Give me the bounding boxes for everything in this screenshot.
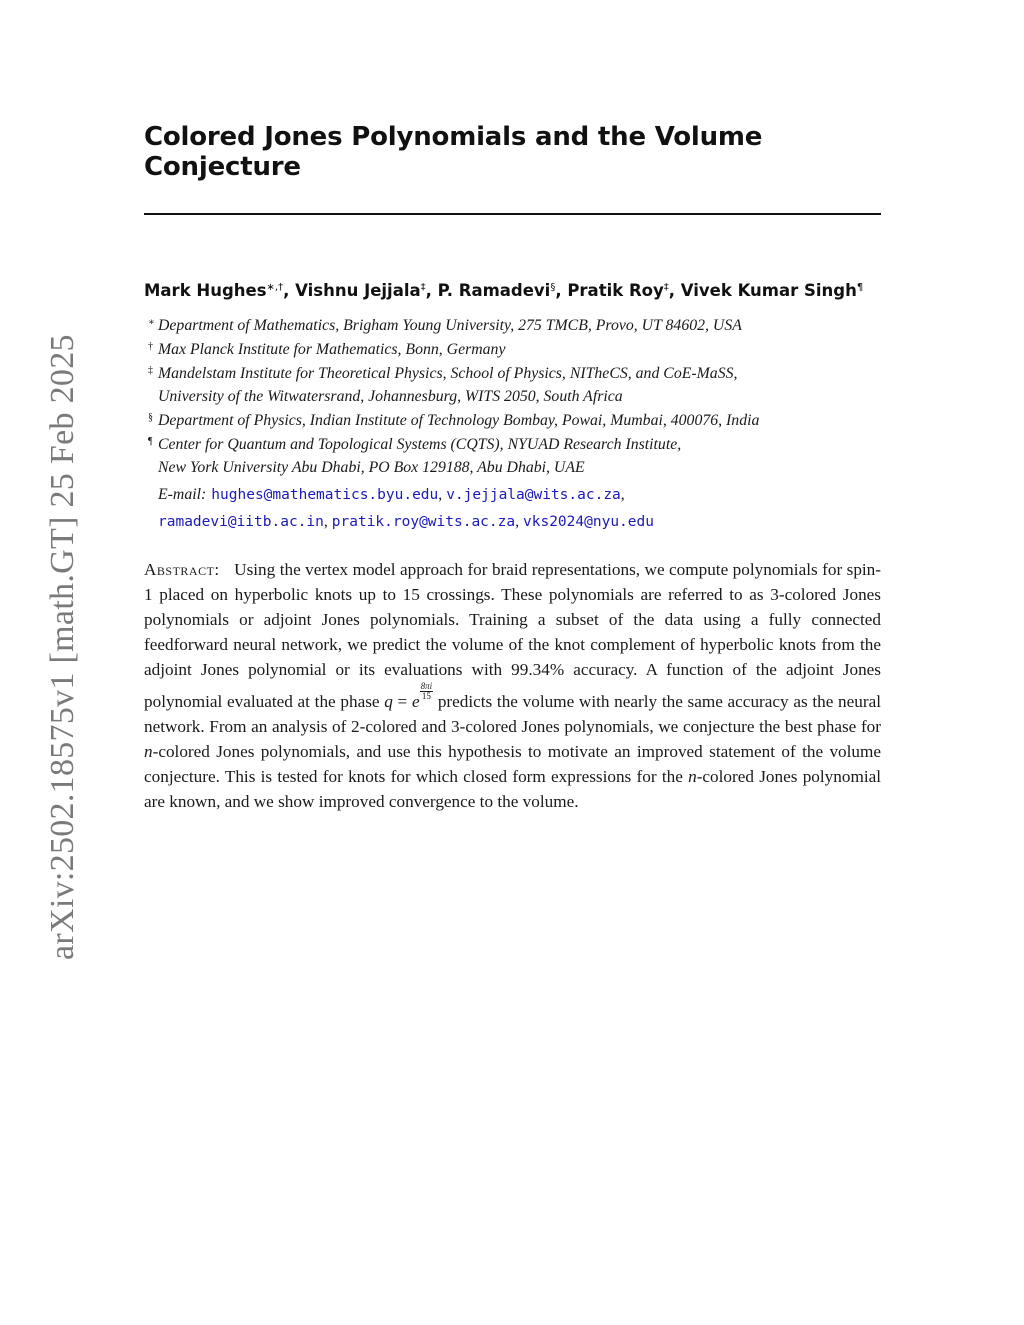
affiliation-line: Department of Mathematics, Brigham Young University, 275 TMCB, Provo, UT 84602, USA xyxy=(158,317,742,334)
affiliation xyxy=(148,406,908,432)
affiliation-line: Mandelstam Institute for Theoretical Physics, School of Physics, NITheCS, and CoE-MaSS, xyxy=(158,365,738,382)
affiliation xyxy=(148,430,908,479)
email-label: E-mail: xyxy=(158,486,207,503)
affiliation-line: Department of Physics, Indian Institute of Technology Bombay, Powai, Mumbai, 400076, India xyxy=(158,412,760,429)
affiliation xyxy=(148,311,908,337)
abstract-label: Abstract: xyxy=(144,560,220,579)
affiliation-line: University of the Witwatersrand, Johannesburg, WITS 2050, South Africa xyxy=(158,388,623,405)
affiliation xyxy=(148,359,908,408)
author-marks: ¶ xyxy=(856,282,864,293)
abstract-text: predicts the volume with nearly the same accuracy as the neural network. From an analysis of 2-colored and 3-colored Jones polynomials, we conjecture the best phase for xyxy=(144,692,881,736)
affiliation-line: Max Planck Institute for Mathematics, Bonn, Germany xyxy=(158,341,506,358)
author-name: Vivek Kumar Singh xyxy=(680,281,857,300)
title-divider xyxy=(144,213,881,215)
arxiv-identifier: arXiv:2502.18575v1 [math.GT] 25 Feb 2025 xyxy=(44,334,81,960)
author-name: Vishnu Jejjala xyxy=(295,281,421,300)
abstract-text: Using the vertex model approach for braid representations, we compute polynomials for spin-1 placed on hyperbolic knots up to 15 crossings. These polynomials are referred to as 3-colored Jones polynomials or adjoint Jones polynomials. Training a subset of the data using a fully connected feedforward neural network, we predict the volume of the knot complement of hyperbolic knots from the adjoint Jones polynomial or its evaluations with 99.34% accuracy. A function of the adjoint Jones polynomial evaluated at the phase xyxy=(144,560,882,711)
abstract xyxy=(144,557,881,814)
affiliation-mark: § xyxy=(148,412,153,423)
abstract-text: -colored Jones polynomials, and use this hypothesis to motivate an improved statement of the volume conjecture. This is tested for knots for which closed form expressions for the xyxy=(144,742,881,786)
affiliation-mark: ‡ xyxy=(148,365,153,376)
email-link[interactable]: hughes@mathematics.byu.edu xyxy=(211,487,439,503)
author-name: Mark Hughes xyxy=(144,281,267,300)
affiliation-mark: † xyxy=(148,341,153,352)
affiliation-mark: ¶ xyxy=(148,436,153,447)
email-link[interactable]: ramadevi@iitb.ac.in xyxy=(158,514,324,530)
affiliation xyxy=(148,335,908,361)
math-variable: n xyxy=(688,767,697,786)
affiliation-line: Center for Quantum and Topological Systems (CQTS), NYUAD Research Institute, xyxy=(158,436,682,453)
phase-formula: q = e $\frac{8\pi i}{15}$ xyxy=(384,681,433,711)
author-name: P. Ramadevi xyxy=(437,281,551,300)
affiliation-mark: ∗ xyxy=(148,317,155,328)
author-marks: ‡ xyxy=(420,282,426,293)
author-marks: ∗,† xyxy=(266,282,284,293)
author-list: Mark Hughes∗,†, Vishnu Jejjala‡, P. Ramadevi§, Pratik Roy‡, Vivek Kumar Singh¶ xyxy=(144,281,864,300)
email-link[interactable]: v.jejjala@wits.ac.za xyxy=(446,487,621,503)
email-link[interactable]: vks2024@nyu.edu xyxy=(523,514,654,530)
email-link[interactable]: pratik.roy@wits.ac.za xyxy=(331,514,516,530)
author-marks: § xyxy=(550,282,556,293)
email-block: E-mail: hughes@mathematics.byu.edu, v.jejjala@wits.ac.za, ramadevi@iitb.ac.in, pratik.roy@wits.ac.za, vks2024@nyu.edu xyxy=(158,486,654,530)
affiliation-line: New York University Abu Dhabi, PO Box 129188, Abu Dhabi, UAE xyxy=(158,459,585,476)
paper-title: Colored Jones Polynomials and the Volume Conjecture xyxy=(144,122,763,182)
author-marks: ‡ xyxy=(663,282,669,293)
abstract-text: -colored Jones polynomial are known, and we show improved convergence to the volume. xyxy=(144,767,881,811)
author-name: Pratik Roy xyxy=(567,281,664,300)
math-variable: n xyxy=(144,742,153,761)
